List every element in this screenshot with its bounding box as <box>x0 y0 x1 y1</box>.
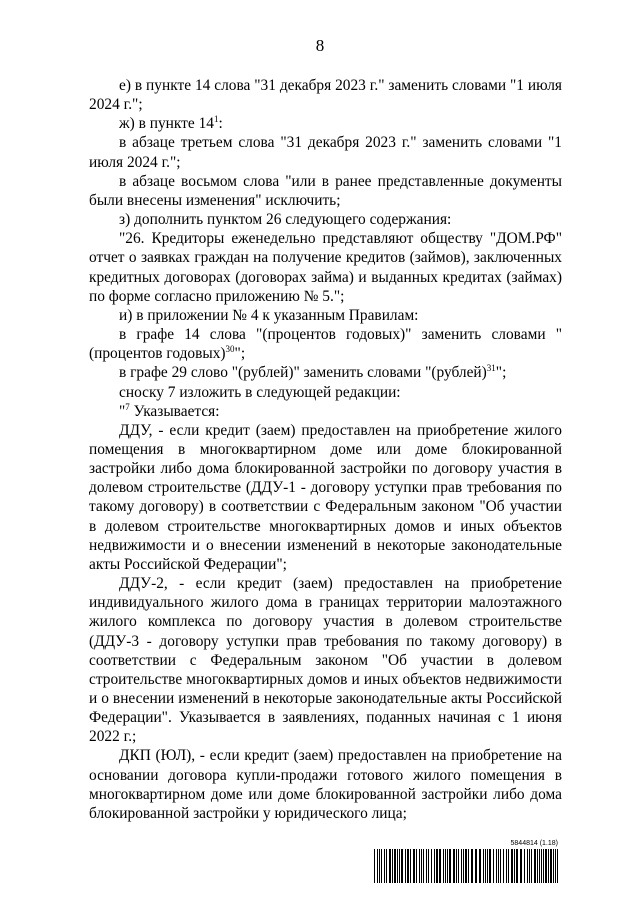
paragraph-text: е) в пункте 14 слова "31 декабря 2023 г." заменить словами "1 июля 2024 г."; <box>89 77 562 114</box>
paragraph <box>89 574 562 746</box>
barcode-caption: 5844814 (1.18) <box>510 840 558 847</box>
paragraph <box>89 306 562 325</box>
paragraph <box>89 114 562 133</box>
paragraph <box>89 421 562 574</box>
paragraph <box>89 76 562 114</box>
paragraph-text: Указывается: <box>129 402 220 420</box>
paragraph <box>89 325 562 363</box>
paragraph-text: ДКП (ЮЛ), - если кредит (заем) предоставлен на приобретение на основании договора купли-продажи готового жилого помещения в многоквартирном доме или доме блокированной застройки либо дома блокированной застройки у юридического лица; <box>89 747 562 822</box>
footnote-marker: 7 <box>125 401 130 412</box>
paragraph-text: в абзаце третьем слова "31 декабря 2023 г." заменить словами "1 июля 2024 г."; <box>89 134 562 171</box>
barcode <box>374 849 558 883</box>
paragraph <box>89 746 562 823</box>
paragraph <box>89 402 562 421</box>
paragraph-text: в графе 29 слово "(рублей)" заменить словами "(рублей) <box>119 364 487 382</box>
paragraph-text: в графе 14 слова "(процентов годовых)" заменить словами "(процентов годовых) <box>89 326 562 363</box>
document-body <box>89 76 562 823</box>
paragraph-text: з) дополнить пунктом 26 следующего содержания: <box>119 211 452 229</box>
paragraph-text: "; <box>234 345 246 363</box>
paragraph <box>89 133 562 171</box>
paragraph-text: ж) в пункте 14 <box>119 115 214 133</box>
paragraph-text: и) в приложении № 4 к указанным Правилам: <box>119 306 419 324</box>
paragraph-text: "26. Кредиторы еженедельно представляют обществу "ДОМ.РФ" отчет о заявках граждан на получение кредитов (займов), заключенных кредитных договорах (договорах займа) и выданных кредитах (займах) по форме согласно приложению № 5."; <box>89 230 562 305</box>
paragraph-text: ДДУ-2, - если кредит (заем) предоставлен на приобретение индивидуального жилого дома в границах территории малоэтажного жилого комплекса по договору участия в долевом строительстве (ДДУ-3 - договору уступки прав требования по такому договору) в соответствии с Федеральным законом "Об участии в долевом строительстве многоквартирных домов и иных объектов недвижимости и о внесении изменений в некоторые законодательные акты Российской Федерации". Указывается в заявлениях, поданных начиная с 1 июня 2022 г.; <box>89 575 562 746</box>
paragraph-text: " <box>119 402 126 420</box>
paragraph <box>89 229 562 306</box>
paragraph-text: ДДУ, - если кредит (заем) предоставлен на приобретение жилого помещения в многоквартирном доме или доме блокированной застройки либо дома блокированной застройки по договору участия в долевом строительстве (ДДУ-1 - договору уступки прав требования по такому договору) в соответствии с Федеральным законом "Об участии в долевом строительстве многоквартирных домов и иных объектов недвижимости и о внесении изменений в некоторые законодательные акты Российской Федерации"; <box>89 421 562 573</box>
page-number: 8 <box>315 36 325 55</box>
paragraph <box>89 363 562 382</box>
paragraph <box>89 210 562 229</box>
footnote-marker: 31 <box>486 363 496 374</box>
barcode-block <box>374 840 558 883</box>
paragraph <box>89 383 562 402</box>
paragraph-text: "; <box>495 364 507 382</box>
paragraph-text: сноску 7 изложить в следующей редакции: <box>119 383 401 401</box>
footnote-marker: 1 <box>213 114 219 125</box>
paragraph <box>89 172 562 210</box>
footnote-marker: 30 <box>225 344 235 355</box>
paragraph-text: : <box>218 115 223 133</box>
paragraph-text: в абзаце восьмом слова "или в ранее представленные документы были внесены изменения" исключить; <box>89 172 562 209</box>
